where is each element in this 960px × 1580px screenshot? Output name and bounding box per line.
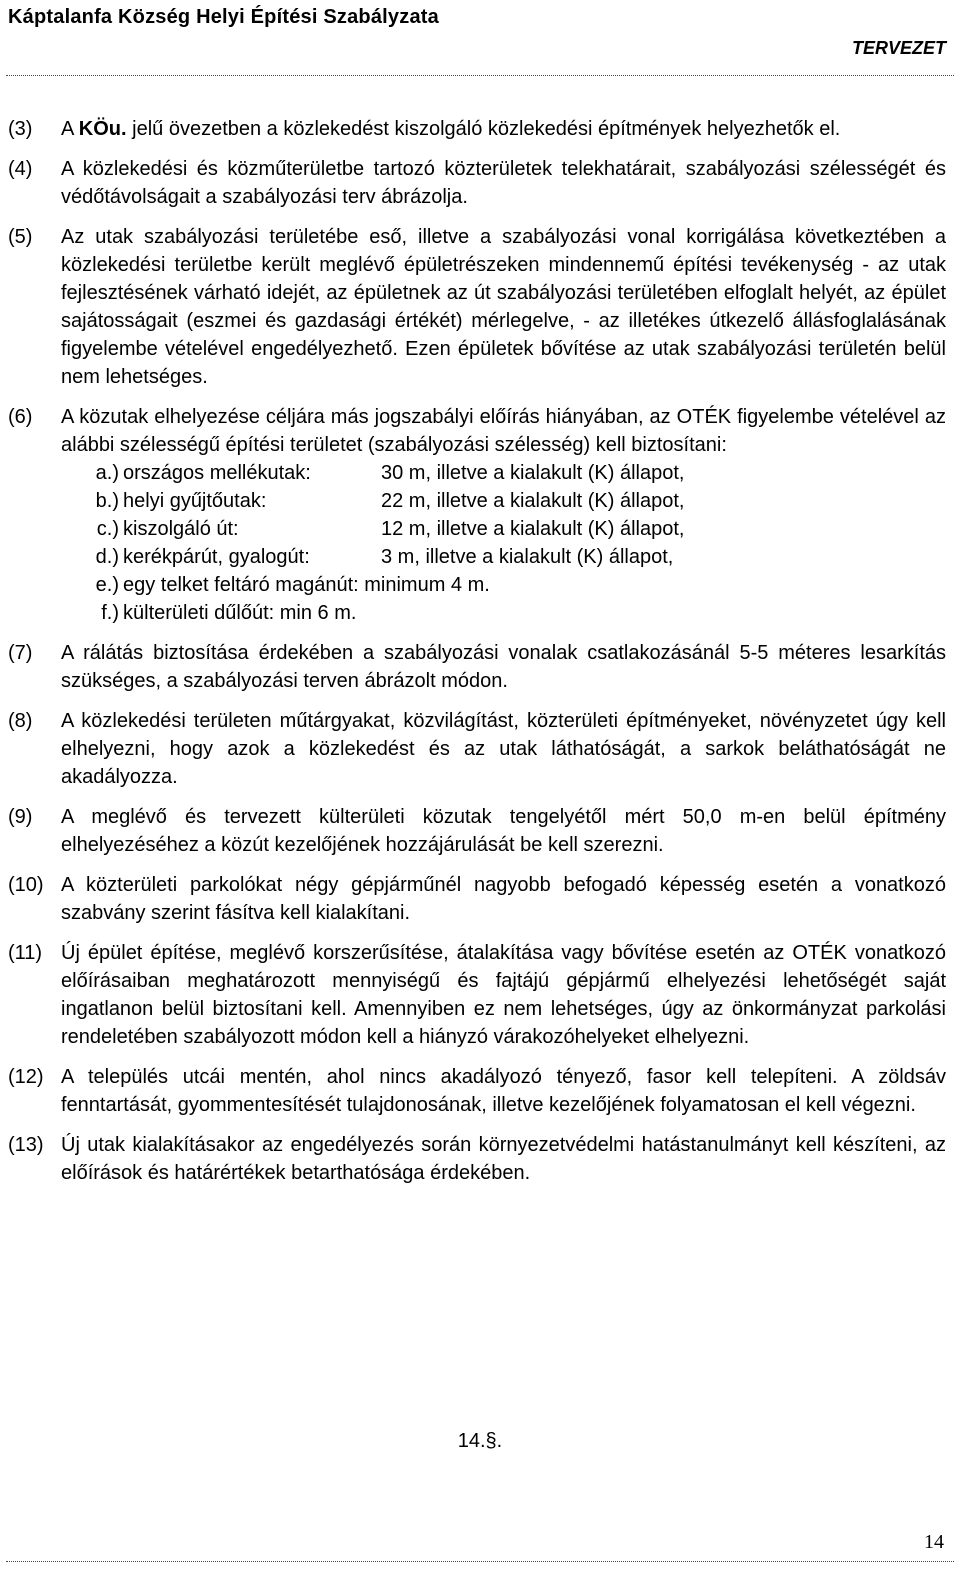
- paragraph-text: A rálátás biztosítása érdekében a szabályozási vonalak csatlakozásánál 5-5 méteres lesarkítás szükséges, a szabályozási terven ábrázolt módon.: [61, 642, 946, 692]
- paragraph-10: [8, 871, 946, 927]
- paragraph-number: (10): [8, 874, 44, 896]
- list-item-letter: d.): [95, 546, 119, 568]
- paragraph-text: A közlekedési és közműterületbe tartozó közterületek telekhatárait, szabályozási szélességét és védőtávolságait a szabályozási terv ábrázolja.: [61, 158, 946, 208]
- paragraph-number: (9): [8, 806, 33, 828]
- list-item-text: egy telket feltáró magánút: minimum 4 m.: [123, 574, 490, 596]
- list-item-letter: b.): [95, 490, 119, 512]
- paragraph-text: A település utcái mentén, ahol nincs akadályozó tényező, fasor kell telepíteni. A zöldsáv fenntartását, gyommentesítését tulajdonosának, illetve kezelőjének folyamatosan el kell végezni.: [61, 1066, 946, 1116]
- list-item-label: kiszolgáló út:: [123, 518, 239, 540]
- paragraph-11: [8, 939, 946, 1051]
- paragraph-number: (12): [8, 1066, 44, 1088]
- paragraph-5: [8, 223, 946, 391]
- document-body: [8, 115, 946, 1199]
- paragraph-text: Új épület építése, meglévő korszerűsítése, átalakítása vagy bővítése esetén az OTÉK vonatkozó előírásaiban meghatározott mennyiségű és fajtájú gépjármű elhelyezési lehetőségét saját ingatlanon belül biztosítani kell. Amennyiben ez nem lehetséges, úgy az önkormányzat parkolási rendeletében szabályozott módon kell a hiányzó várakozóhelyeket elhelyezni.: [61, 942, 946, 1048]
- list-item-label: kerékpárút, gyalogút:: [123, 546, 310, 568]
- list-item-letter: c.): [96, 518, 119, 540]
- list-item: [61, 599, 946, 627]
- paragraph-text: A meglévő és tervezett külterületi közutak tengelyétől mért 50,0 m-en belül építmény elhelyezéséhez a közút kezelőjének hozzájárulását be kell szerezni.: [61, 806, 946, 856]
- paragraph-number: (4): [8, 158, 33, 180]
- paragraph-number: (11): [8, 942, 43, 964]
- paragraph-7: [8, 639, 946, 695]
- list-item-letter: f.): [101, 602, 119, 624]
- paragraph-text: Új utak kialakításakor az engedélyezés során környezetvédelmi hatástanulmányt kell készíteni, az előírások és határértékek betarthatósága érdekében.: [61, 1134, 946, 1184]
- paragraph-3: [8, 115, 946, 143]
- list-item-text: külterületi dűlőút: min 6 m.: [123, 602, 357, 624]
- paragraph-9: [8, 803, 946, 859]
- list-item-value: 3 m, illetve a kialakult (K) állapot,: [381, 546, 674, 568]
- paragraph-number: (3): [8, 118, 33, 140]
- list-item-value: 30 m, illetve a kialakult (K) állapot,: [381, 462, 685, 484]
- paragraph-text-post: jelű övezetben a közlekedést kiszolgáló közlekedési építmények helyezhetők el.: [126, 118, 841, 140]
- paragraph-6: [8, 403, 946, 627]
- list-item-label: országos mellékutak:: [123, 462, 311, 484]
- list-item: [61, 543, 946, 571]
- paragraph-12: [8, 1063, 946, 1119]
- paragraph-text: A közterületi parkolókat négy gépjárműnél nagyobb befogadó képesség esetén a vonatkozó szabvány szerint fásítva kell kialakítani.: [61, 874, 946, 924]
- paragraph-text: A közutak elhelyezése céljára más jogszabályi előírás hiányában, az OTÉK figyelembe vételével az alábbi szélességű építési területet (szabályozási szélesség) kell biztosítani:: [61, 406, 946, 456]
- paragraph-text: Az utak szabályozási területébe eső, illetve a szabályozási vonal korrigálása következtében a közlekedési területbe került meglévő épületrészeken mindennemű építési tevékenység - az utak fejlesztésének várható idejét, az épületnek az út szabályozási területében elfoglalt helyét, az épület sajátosságait (eszmei és gazdasági értékét) mérlegelve, - az illetékes útkezelő állásfoglalásának figyelembe vételével engedélyezhető. Ezen épületek bővítése az utak szabályozási területén belül nem lehetséges.: [61, 226, 946, 388]
- zone-code: KÖu.: [78, 118, 127, 140]
- header-divider: [6, 75, 954, 76]
- paragraph-number: (7): [8, 642, 33, 664]
- draft-status-label: TERVEZET: [851, 38, 946, 58]
- paragraph-number: (8): [8, 710, 33, 732]
- list-item-value: 12 m, illetve a kialakult (K) állapot,: [381, 518, 685, 540]
- paragraph-text: [61, 115, 946, 143]
- page-number: 14: [924, 1531, 944, 1553]
- paragraph-text: A közlekedési területen műtárgyakat, közvilágítást, közterületi építményeket, növényzetet úgy kell elhelyezni, hogy azok a közlekedést és az utak láthatóságát, a sarkok beláthatóságát ne akadályozza.: [61, 710, 946, 788]
- section-heading: 14.§.: [457, 1430, 503, 1452]
- list-item: [61, 459, 946, 487]
- footer-divider: [6, 1561, 954, 1562]
- list-item-letter: a.): [95, 462, 119, 484]
- paragraph-number: (6): [8, 406, 33, 428]
- list-item: [61, 515, 946, 543]
- paragraph-4: [8, 155, 946, 211]
- list-item-value: 22 m, illetve a kialakult (K) állapot,: [381, 490, 685, 512]
- list-item-letter: e.): [95, 574, 119, 596]
- paragraph-body: [61, 403, 946, 627]
- list-item-label: helyi gyűjtőutak:: [123, 490, 267, 512]
- list-item: [61, 487, 946, 515]
- paragraph-text-pre: A: [61, 118, 79, 140]
- paragraph-number: (13): [8, 1134, 44, 1156]
- list-item: [61, 571, 946, 599]
- paragraph-8: [8, 707, 946, 791]
- paragraph-number: (5): [8, 226, 33, 248]
- paragraph-13: [8, 1131, 946, 1187]
- road-width-list: [61, 459, 946, 627]
- document-title: Káptalanfa Község Helyi Építési Szabályzata: [8, 6, 439, 28]
